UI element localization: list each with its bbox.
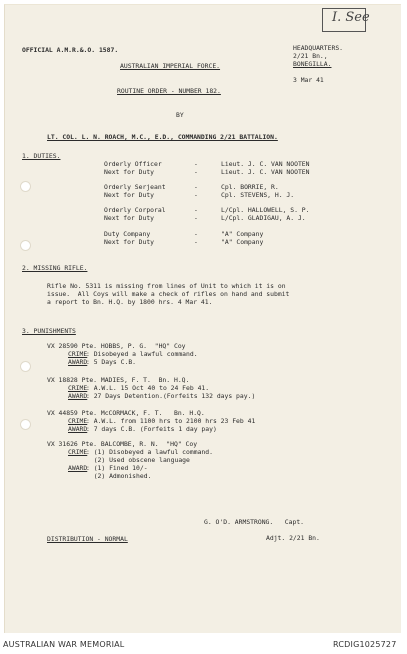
punishment-entry-head: VX 28590 Pte. HOBBS, P. G. "HQ" Coy: [47, 342, 186, 350]
order-date: 3 Mar 41: [293, 76, 324, 84]
crime-text: (2) Used obscene language: [86, 456, 190, 464]
duty-role: Orderly Serjeant: [104, 183, 166, 191]
award-text: : 27 Days Detention.(Forfeits 132 days pay.): [86, 392, 256, 400]
duty-dash: -: [194, 191, 198, 199]
punishment-entry-head: VX 31626 Pte. BALCOMBE, R. N. "HQ" Coy: [47, 440, 198, 448]
punch-hole: [20, 181, 31, 192]
duty-name: "A" Company: [221, 238, 264, 246]
duty-name: Lieut. J. C. VAN NOOTEN: [221, 160, 310, 168]
archive-reference: RCDIG1025727: [333, 640, 397, 649]
duty-dash: -: [194, 230, 198, 238]
duty-role: Next for Duty: [104, 191, 155, 199]
crime-label: CRIME: [68, 417, 88, 425]
award-label: AWARD: [68, 464, 88, 472]
duty-name: Cpl. STEVENS, H. J.: [221, 191, 295, 199]
crime-label: CRIME: [68, 384, 88, 392]
crime-text: : A.W.L. 15 Oct 40 to 24 Feb 41.: [86, 384, 210, 392]
duty-dash: -: [194, 160, 198, 168]
award-text: (2) Admonished.: [86, 472, 152, 480]
punch-hole: [20, 361, 31, 372]
crime-label: CRIME: [68, 448, 88, 456]
order-title: ROUTINE ORDER - NUMBER 182.: [117, 87, 221, 95]
duty-role: Next for Duty: [104, 238, 155, 246]
crime-label: CRIME: [68, 350, 88, 358]
punishment-entry-head: VX 18828 Pte. MADIES, F. T. Bn. H.Q.: [47, 376, 190, 384]
duty-dash: -: [194, 183, 198, 191]
handwritten-annotation: I. See: [332, 10, 370, 25]
award-label: AWARD: [68, 425, 88, 433]
award-label: AWARD: [68, 392, 88, 400]
hq-line-3: BONEGILLA.: [293, 60, 332, 68]
distribution-line: DISTRIBUTION - NORMAL: [47, 535, 128, 543]
hq-line-2: 2/21 Bn.,: [293, 52, 328, 60]
duty-role: Duty Company: [104, 230, 151, 238]
commander-line: LT. COL. L. N. ROACH, M.C., E.D., COMMANDING 2/21 BATTALION.: [47, 133, 278, 141]
duty-name: Lieut. J. C. VAN NOOTEN: [221, 168, 310, 176]
archive-credit: AUSTRALIAN WAR MEMORIAL: [3, 640, 125, 649]
missing-rifle-heading: 2. MISSING RIFLE.: [22, 264, 88, 272]
hq-line-1: HEADQUARTERS.: [293, 44, 344, 52]
signatory-title: Adjt. 2/21 Bn.: [266, 534, 320, 542]
duty-role: Orderly Officer: [104, 160, 162, 168]
crime-text: : A.W.L. from 1100 hrs to 2100 hrs 23 Feb 41: [86, 417, 256, 425]
signatory-name: G. O'D. ARMSTRONG. Capt.: [204, 518, 305, 526]
duty-role: Next for Duty: [104, 214, 155, 222]
award-label: AWARD: [68, 358, 88, 366]
duty-dash: -: [194, 206, 198, 214]
duty-name: L/Cpl. GLADIGAU, A. J.: [221, 214, 306, 222]
missing-rifle-text: a report to Bn. H.Q. by 1800 hrs. 4 Mar 41.: [47, 298, 213, 306]
missing-rifle-text: Rifle No. 5311 is missing from lines of Unit to which it is on: [47, 282, 286, 290]
duty-role: Orderly Corporal: [104, 206, 166, 214]
by-label: BY: [176, 111, 184, 119]
duty-name: Cpl. BORRIE, R.: [221, 183, 279, 191]
award-text: : (1) Fined 10/-: [86, 464, 148, 472]
punch-hole: [20, 240, 31, 251]
crime-text: : (1) Disobeyed a lawful command.: [86, 448, 213, 456]
duty-dash: -: [194, 214, 198, 222]
official-reference: OFFICIAL A.M.R.&.O. 1587.: [22, 46, 119, 54]
duties-heading: 1. DUTIES.: [22, 152, 61, 160]
duty-name: "A" Company: [221, 230, 264, 238]
duty-name: L/Cpl. HALLOWELL, S. P.: [221, 206, 310, 214]
award-text: : 7 days C.B. (Forfeits 1 day pay): [86, 425, 217, 433]
award-text: : 5 Days C.B.: [86, 358, 137, 366]
punch-hole: [20, 419, 31, 430]
force-title: AUSTRALIAN IMPERIAL FORCE.: [120, 62, 221, 70]
duty-role: Next for Duty: [104, 168, 155, 176]
duty-dash: -: [194, 238, 198, 246]
punishments-heading: 3. PUNISHMENTS: [22, 327, 76, 335]
crime-text: : Disobeyed a lawful command.: [86, 350, 198, 358]
duty-dash: -: [194, 168, 198, 176]
punishment-entry-head: VX 44859 Pte. McCORMACK, F. T. Bn. H.Q.: [47, 409, 205, 417]
missing-rifle-text: issue. All Coys will make a check of rifles on hand and submit: [47, 290, 290, 298]
